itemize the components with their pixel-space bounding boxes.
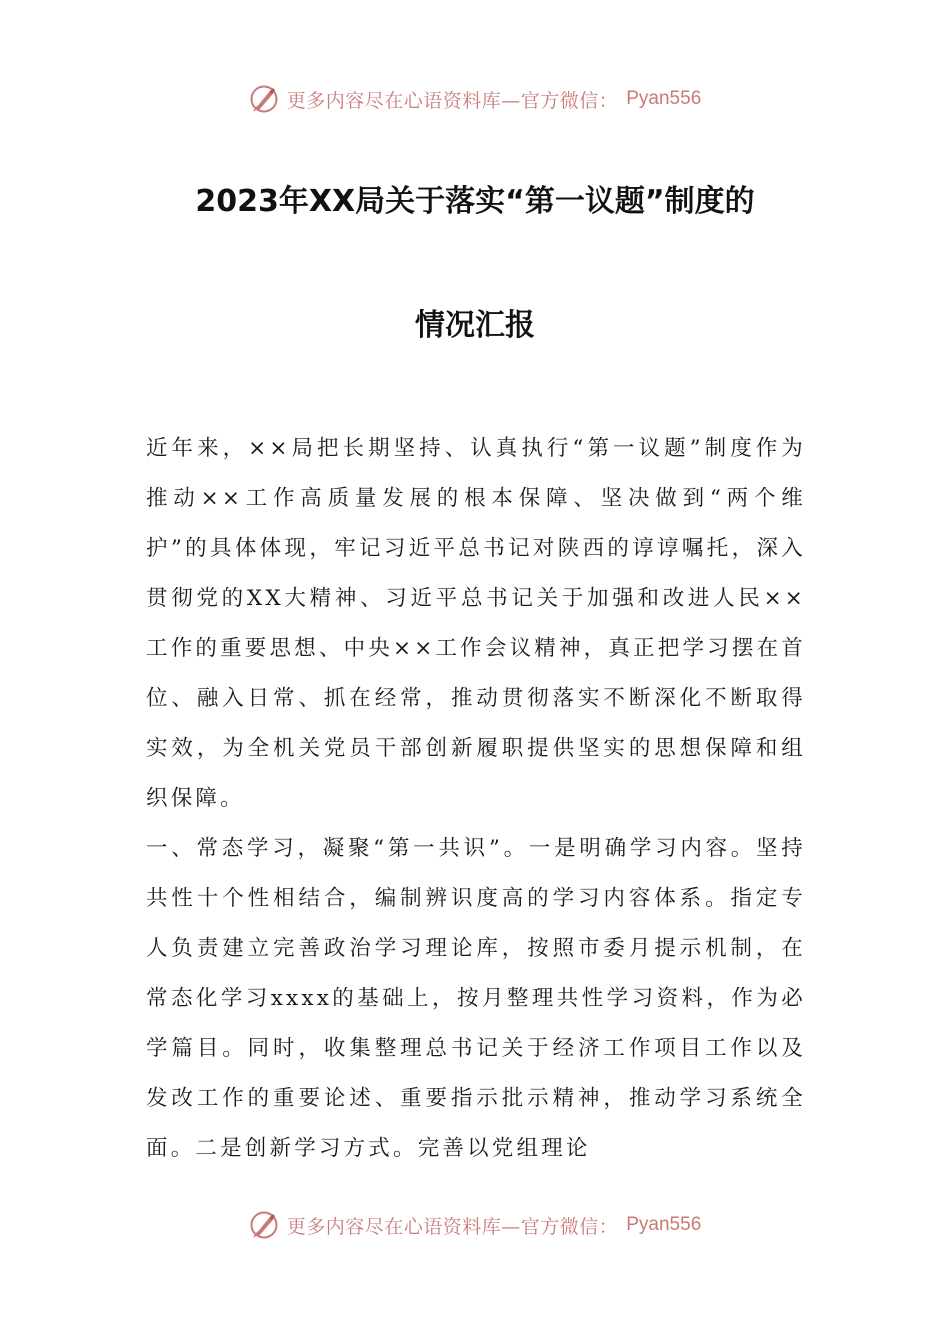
watermark-header [0,84,950,114]
watermark-footer [0,1210,950,1240]
quill-logo-icon [249,1210,279,1240]
watermark-text: 更多内容尽在心语资料库—官方微信： [286,89,619,112]
watermark-wechat-id: Pyan556 [626,88,702,109]
document-title-line-1: 2023年XX局关于落实“第一议题”制度的 [195,184,755,219]
quill-logo-icon [249,84,279,114]
document-body [146,424,806,1174]
body-paragraph-intro: 近年来，××局把长期坚持、认真执行“第一议题”制度作为推动××工作高质量发展的根本保障、坚决做到“两个维护”的具体体现，牢记习近平总书记对陕西的谆谆嘱托，深入贯彻党的XX大精神、习近平总书记关于加强和改进人民××工作的重要思想、中央××工作会议精神，真正把学习摆在首位、融入日常、抓在经常，推动贯彻落实不断深化不断取得实效，为全机关党员干部创新履职提供坚实的思想保障和组织保障。 [146,436,806,811]
watermark-wechat-id: Pyan556 [626,1214,702,1235]
document-title-line-2: 情况汇报 [415,308,535,343]
watermark-text: 更多内容尽在心语资料库—官方微信： [286,1215,619,1238]
body-paragraph-section-1: 一、常态学习，凝聚“第一共识”。一是明确学习内容。坚持共性十个性相结合，编制辨识度高的学习内容体系。指定专人负责建立完善政治学习理论库，按照市委月提示机制，在常态化学习xxxx的基础上，按月整理共性学习资料，作为必学篇目。同时，收集整理总书记关于经济工作项目工作以及发改工作的重要论述、重要指示批示精神，推动学习系统全面。二是创新学习方式。完善以党组理论 [146,836,806,1161]
